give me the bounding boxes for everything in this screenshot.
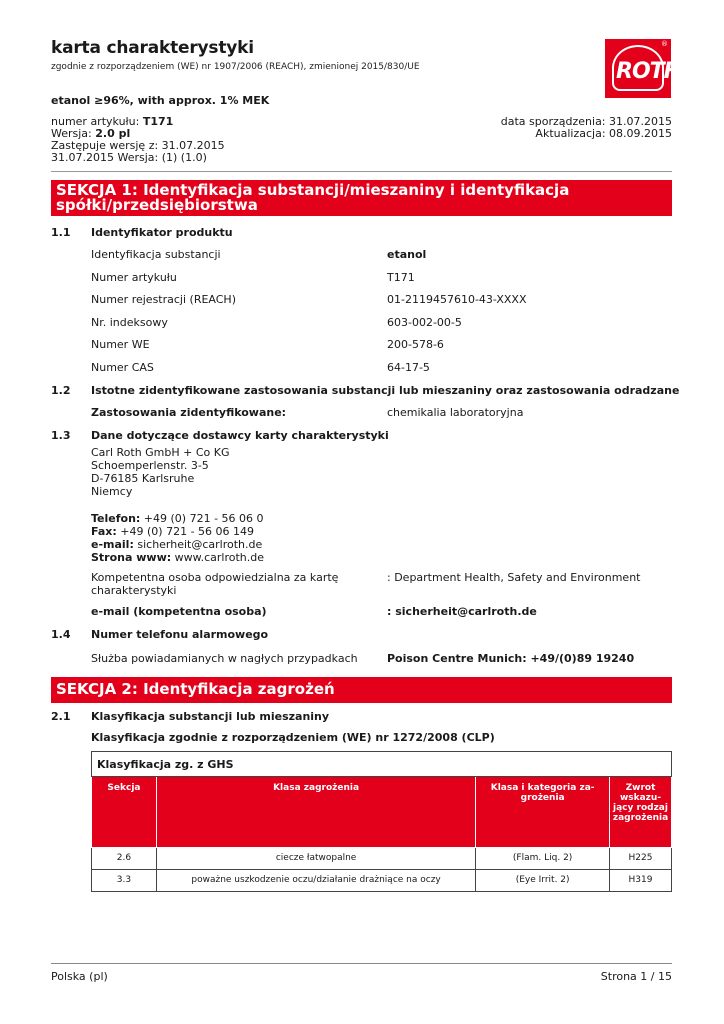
identifier-label: Identyfikacja substancji (91, 248, 221, 261)
website-line (91, 551, 264, 564)
article-value: T171 (142, 115, 174, 128)
version-value: 2.0 pl (95, 127, 131, 140)
address-line: Schoemperlenstr. 3-5 (91, 459, 209, 472)
subsection-1-3-number: 1.3 (51, 429, 71, 442)
cell-category: (Eye Irrit. 2) (476, 869, 610, 891)
footer-divider (51, 963, 672, 964)
cell-h-statement: H319 (610, 869, 672, 891)
website-label: Strona www: (91, 551, 172, 564)
subsection-1-4-title: Numer telefonu alarmowego (91, 628, 269, 641)
roth-logo (605, 39, 682, 98)
address-line: D-76185 Karlsruhe (91, 472, 195, 485)
reach-number-value: 01-2119457610-43-XXXX (387, 293, 527, 306)
clp-classification-title: Klasyfikacja zgodnie z rozporządzeniem (WE) nr 1272/2008 (CLP) (91, 731, 495, 744)
table-row (92, 847, 672, 869)
article-label: numer artykułu: (51, 115, 140, 128)
cell-h-statement: H225 (610, 847, 672, 869)
footer-language: Polska (pl) (51, 970, 108, 983)
index-number-label: Nr. indeksowy (91, 316, 168, 329)
product-name: etanol ≥96%, with approx. 1% MEK (51, 94, 270, 107)
cas-number-value: 64-17-5 (387, 361, 430, 374)
phone-line (91, 512, 264, 525)
cas-number-label: Numer CAS (91, 361, 154, 374)
subsection-1-2-title: Istotne zidentyfikowane zastosowania substancji lub mieszaniny oraz zastosowania odradzane (91, 384, 680, 397)
address-line: Niemcy (91, 485, 133, 498)
reach-number-label: Numer rejestracji (REACH) (91, 293, 236, 306)
article-number-value: T171 (387, 271, 415, 284)
ec-number-value: 200-578-6 (387, 338, 444, 351)
email-label: e-mail: (91, 538, 134, 551)
cell-section: 2.6 (92, 847, 157, 869)
competent-email-value[interactable]: : sicherheit@carlroth.de (387, 605, 537, 618)
supplier-address (91, 446, 230, 498)
subsection-1-3-title: Dane dotyczące dostawcy karty charakterystyki (91, 429, 389, 442)
column-header-category: Klasa i kategoria zagrożenia (476, 777, 610, 847)
competent-person-value: : Department Health, Safety and Environment (387, 571, 641, 584)
regulation-subtitle: zgodnie z rozporządzeniem (WE) nr 1907/2006 (REACH), zmienionej 2015/830/UE (51, 62, 420, 72)
subsection-2-1-number: 2.1 (51, 710, 71, 723)
cell-category: (Flam. Liq. 2) (476, 847, 610, 869)
email-line (91, 538, 264, 551)
subsection-1-4-number: 1.4 (51, 628, 71, 641)
phone-label: Telefon: (91, 512, 141, 525)
updated-date: Aktualizacja: 08.09.2015 (535, 127, 672, 140)
replaces-line-1: Zastępuje wersję z: 31.07.2015 (51, 139, 225, 152)
cell-section: 3.3 (92, 869, 157, 891)
replaces-line-2: 31.07.2015 Wersja: (1) (1.0) (51, 151, 207, 164)
section-1-heading (51, 180, 672, 216)
fax-line (91, 525, 264, 538)
document-title: karta charakterystyki (51, 38, 254, 58)
section-1-heading-line-1: SEKCJA 1: Identyfikacja substancji/mieszaniny i identyfikacja (56, 181, 570, 199)
subsection-1-2-number: 1.2 (51, 384, 71, 397)
fax-value: +49 (0) 721 - 56 06 149 (116, 525, 255, 538)
ghs-classification-table (91, 751, 672, 892)
column-header-hazard-class: Klasa zagrożenia (156, 777, 475, 847)
header-divider (51, 171, 672, 172)
version-label: Wersja: (51, 127, 92, 140)
competent-email-label: e-mail (kompetentna osoba) (91, 605, 267, 618)
email-link[interactable]: sicherheit@carlroth.de (133, 538, 263, 551)
identified-uses-value: chemikalia laboratoryjna (387, 406, 524, 419)
meta-right (501, 116, 672, 140)
section-1-heading-line-2: spółki/przedsiębiorstwa (56, 196, 258, 214)
logo-wordmark: ROTH (616, 59, 682, 84)
subsection-1-1-title: Identyfikator produktu (91, 226, 233, 239)
ec-number-label: Numer WE (91, 338, 150, 351)
ghs-table-header-row (92, 777, 672, 847)
footer-page-number: Strona 1 / 15 (600, 970, 672, 983)
created-date: data sporządzenia: 31.07.2015 (500, 115, 672, 128)
identified-uses-label: Zastosowania zidentyfikowane: (91, 406, 287, 419)
competent-person-label: Kompetentna osoba odpowiedzialna za kartę charakterystyki (91, 571, 339, 597)
phone-value: +49 (0) 721 - 56 06 0 (140, 512, 264, 525)
table-row (92, 869, 672, 891)
emergency-service-value: Poison Centre Munich: +49/(0)89 19240 (387, 652, 635, 665)
column-header-section: Sekcja (92, 777, 157, 847)
column-header-h-statement: Zwrot wskazujący rodzaj zagrożenia (610, 777, 672, 847)
cell-hazard-class: ciecze łatwopalne (156, 847, 475, 869)
fax-label: Fax: (91, 525, 117, 538)
meta-left (51, 116, 225, 164)
logo-registered-mark: ® (661, 40, 668, 48)
address-line: Carl Roth GmbH + Co KG (91, 446, 230, 459)
supplier-contact (91, 512, 264, 564)
identifier-value: etanol (387, 248, 427, 261)
subsection-1-1-number: 1.1 (51, 226, 71, 239)
emergency-service-label: Służba powiadamianych w nagłych przypadkach (91, 652, 358, 665)
section-2-heading: SEKCJA 2: Identyfikacja zagrożeń (51, 677, 672, 703)
website-link[interactable]: www.carlroth.de (171, 551, 265, 564)
subsection-2-1-title: Klasyfikacja substancji lub mieszaniny (91, 710, 330, 723)
index-number-value: 603-002-00-5 (387, 316, 462, 329)
cell-hazard-class: poważne uszkodzenie oczu/działanie drażniące na oczy (156, 869, 475, 891)
ghs-table-title: Klasyfikacja zg. z GHS (91, 751, 672, 777)
article-number-label: Numer artykułu (91, 271, 177, 284)
